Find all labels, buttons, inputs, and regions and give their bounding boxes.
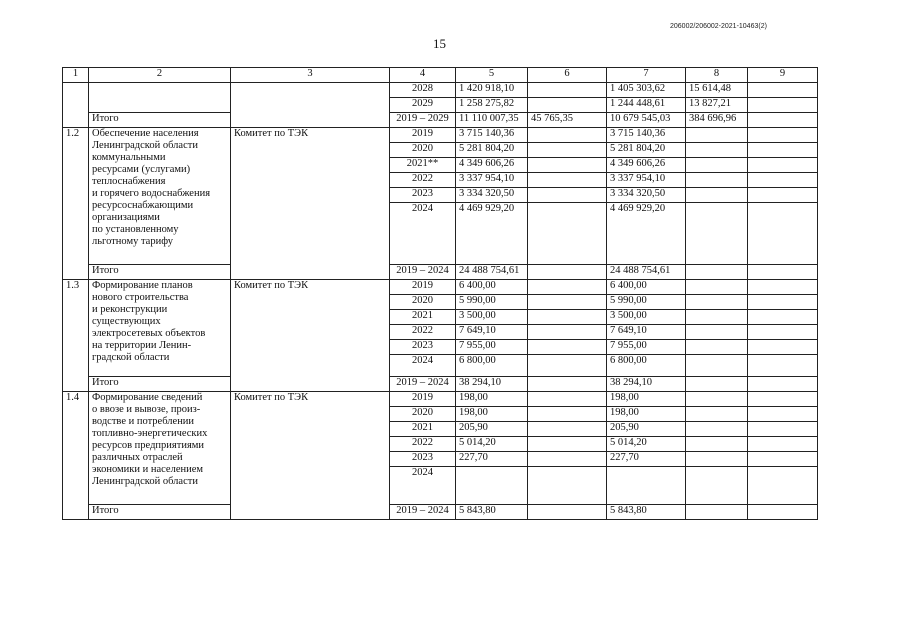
local-amount-cell: [686, 203, 748, 265]
year-cell: 2021: [390, 310, 456, 325]
total-amount-cell: [456, 467, 528, 505]
other-amount-cell: [748, 128, 818, 143]
year-cell: 2024: [390, 467, 456, 505]
total-label: Итого: [89, 505, 231, 520]
document-id: 206002/206002-2021-10463(2): [670, 23, 767, 30]
local-amount-cell: [686, 340, 748, 355]
federal-amount-cell: [528, 340, 607, 355]
year-cell: 2022: [390, 325, 456, 340]
federal-amount-cell: [528, 280, 607, 295]
total-row: [63, 377, 818, 392]
other-amount-cell: [748, 203, 818, 265]
regional-amount-cell: 5 281 804,20: [607, 143, 686, 158]
regional-amount-cell: 3 500,00: [607, 310, 686, 325]
measure-description: Обеспечение населения Ленинградской области коммунальными ресурсами (услугами) теплоснабжения и горячего водоснабжения ресурсоснабжающими организациями по установленному льготному тарифу: [89, 128, 231, 265]
federal-amount-cell: [528, 98, 607, 113]
year-cell: 2019 – 2024: [390, 265, 456, 280]
local-amount-cell: [686, 280, 748, 295]
other-amount-cell: [748, 295, 818, 310]
other-amount-cell: [748, 437, 818, 452]
other-amount-cell: [748, 280, 818, 295]
column-number: 1: [63, 68, 89, 83]
other-amount-cell: [748, 265, 818, 280]
cell-empty: [63, 83, 89, 128]
regional-amount-cell: 7 955,00: [607, 340, 686, 355]
local-amount-cell: [686, 265, 748, 280]
column-number: 9: [748, 68, 818, 83]
total-row: [63, 265, 818, 280]
total-amount-cell: 7 649,10: [456, 325, 528, 340]
federal-amount-cell: 45 765,35: [528, 113, 607, 128]
federal-amount-cell: [528, 325, 607, 340]
local-amount-cell: [686, 452, 748, 467]
local-amount-cell: [686, 143, 748, 158]
total-amount-cell: 227,70: [456, 452, 528, 467]
total-amount-cell: 7 955,00: [456, 340, 528, 355]
total-amount-cell: 5 990,00: [456, 295, 528, 310]
local-amount-cell: [686, 422, 748, 437]
regional-amount-cell: [607, 467, 686, 505]
regional-amount-cell: 3 337 954,10: [607, 173, 686, 188]
total-amount-cell: 6 800,00: [456, 355, 528, 377]
total-amount-cell: 24 488 754,61: [456, 265, 528, 280]
regional-amount-cell: 3 715 140,36: [607, 128, 686, 143]
total-row: [63, 113, 818, 128]
regional-amount-cell: 1 244 448,61: [607, 98, 686, 113]
other-amount-cell: [748, 158, 818, 173]
other-amount-cell: [748, 422, 818, 437]
table-row: [63, 280, 818, 295]
year-cell: 2022: [390, 437, 456, 452]
column-number: 8: [686, 68, 748, 83]
local-amount-cell: 15 614,48: [686, 83, 748, 98]
measure-description: Формирование сведений о ввозе и вывозе, произ- водстве и потреблении топливно-энергетических ресурсов предприятиями различных отраслей экономики и населением Ленинградской области: [89, 392, 231, 505]
local-amount-cell: [686, 158, 748, 173]
year-cell: 2019: [390, 392, 456, 407]
year-cell: 2024: [390, 355, 456, 377]
other-amount-cell: [748, 325, 818, 340]
federal-amount-cell: [528, 143, 607, 158]
local-amount-cell: 384 696,96: [686, 113, 748, 128]
other-amount-cell: [748, 310, 818, 325]
local-amount-cell: [686, 188, 748, 203]
total-label: Итого: [89, 377, 231, 392]
total-label: Итого: [89, 113, 231, 128]
other-amount-cell: [748, 407, 818, 422]
column-number: 4: [390, 68, 456, 83]
total-amount-cell: 4 469 929,20: [456, 203, 528, 265]
local-amount-cell: [686, 310, 748, 325]
other-amount-cell: [748, 188, 818, 203]
regional-amount-cell: 4 469 929,20: [607, 203, 686, 265]
total-amount-cell: 5 281 804,20: [456, 143, 528, 158]
measure-description: Формирование планов нового строительства и реконструкции существующих электросетевых объектов на территории Ленин- градской области: [89, 280, 231, 377]
other-amount-cell: [748, 452, 818, 467]
executor: Комитет по ТЭК: [231, 128, 390, 280]
year-cell: 2024: [390, 203, 456, 265]
year-cell: 2019 – 2029: [390, 113, 456, 128]
federal-amount-cell: [528, 467, 607, 505]
other-amount-cell: [748, 83, 818, 98]
other-amount-cell: [748, 467, 818, 505]
executor: Комитет по ТЭК: [231, 280, 390, 392]
other-amount-cell: [748, 98, 818, 113]
year-cell: 2019 – 2024: [390, 377, 456, 392]
regional-amount-cell: 38 294,10: [607, 377, 686, 392]
regional-amount-cell: 10 679 545,03: [607, 113, 686, 128]
federal-amount-cell: [528, 128, 607, 143]
local-amount-cell: [686, 505, 748, 520]
regional-amount-cell: 4 349 606,26: [607, 158, 686, 173]
year-cell: 2028: [390, 83, 456, 98]
federal-amount-cell: [528, 310, 607, 325]
other-amount-cell: [748, 392, 818, 407]
federal-amount-cell: [528, 188, 607, 203]
regional-amount-cell: 6 400,00: [607, 280, 686, 295]
total-amount-cell: 38 294,10: [456, 377, 528, 392]
regional-amount-cell: 198,00: [607, 392, 686, 407]
regional-amount-cell: 7 649,10: [607, 325, 686, 340]
federal-amount-cell: [528, 437, 607, 452]
local-amount-cell: [686, 173, 748, 188]
total-amount-cell: 3 334 320,50: [456, 188, 528, 203]
local-amount-cell: [686, 325, 748, 340]
column-number: 2: [89, 68, 231, 83]
total-amount-cell: 3 500,00: [456, 310, 528, 325]
federal-amount-cell: [528, 407, 607, 422]
item-number: 1.4: [63, 392, 89, 520]
year-cell: 2020: [390, 143, 456, 158]
federal-amount-cell: [528, 295, 607, 310]
local-amount-cell: [686, 392, 748, 407]
regional-amount-cell: 1 405 303,62: [607, 83, 686, 98]
year-cell: 2020: [390, 407, 456, 422]
local-amount-cell: [686, 355, 748, 377]
other-amount-cell: [748, 355, 818, 377]
total-row: [63, 505, 818, 520]
regional-amount-cell: 198,00: [607, 407, 686, 422]
year-cell: 2023: [390, 452, 456, 467]
local-amount-cell: [686, 467, 748, 505]
other-amount-cell: [748, 505, 818, 520]
column-number: 7: [607, 68, 686, 83]
year-cell: 2019: [390, 128, 456, 143]
federal-amount-cell: [528, 265, 607, 280]
column-number: 5: [456, 68, 528, 83]
total-amount-cell: 3 715 140,36: [456, 128, 528, 143]
year-cell: 2023: [390, 340, 456, 355]
item-number: 1.2: [63, 128, 89, 280]
total-amount-cell: 11 110 007,35: [456, 113, 528, 128]
year-cell: 2019: [390, 280, 456, 295]
total-amount-cell: 198,00: [456, 407, 528, 422]
table-row: [63, 83, 818, 98]
page-number: 15: [433, 36, 446, 51]
total-amount-cell: 205,90: [456, 422, 528, 437]
federal-amount-cell: [528, 392, 607, 407]
federal-amount-cell: [528, 173, 607, 188]
total-amount-cell: 5 014,20: [456, 437, 528, 452]
cell-empty: [231, 83, 390, 128]
total-amount-cell: 4 349 606,26: [456, 158, 528, 173]
federal-amount-cell: [528, 377, 607, 392]
total-label: Итого: [89, 265, 231, 280]
header-row: [63, 68, 818, 83]
other-amount-cell: [748, 143, 818, 158]
federal-amount-cell: [528, 452, 607, 467]
regional-amount-cell: 205,90: [607, 422, 686, 437]
regional-amount-cell: 5 014,20: [607, 437, 686, 452]
table-row: [63, 128, 818, 143]
federal-amount-cell: [528, 505, 607, 520]
other-amount-cell: [748, 113, 818, 128]
federal-amount-cell: [528, 203, 607, 265]
column-number: 3: [231, 68, 390, 83]
federal-amount-cell: [528, 83, 607, 98]
total-amount-cell: 3 337 954,10: [456, 173, 528, 188]
other-amount-cell: [748, 377, 818, 392]
total-amount-cell: 198,00: [456, 392, 528, 407]
item-number: 1.3: [63, 280, 89, 392]
year-cell: 2019 – 2024: [390, 505, 456, 520]
other-amount-cell: [748, 173, 818, 188]
table-row: [63, 392, 818, 407]
federal-amount-cell: [528, 355, 607, 377]
federal-amount-cell: [528, 422, 607, 437]
year-cell: 2029: [390, 98, 456, 113]
local-amount-cell: 13 827,21: [686, 98, 748, 113]
local-amount-cell: [686, 295, 748, 310]
local-amount-cell: [686, 407, 748, 422]
budget-table: [62, 67, 818, 520]
year-cell: 2022: [390, 173, 456, 188]
regional-amount-cell: 24 488 754,61: [607, 265, 686, 280]
regional-amount-cell: 6 800,00: [607, 355, 686, 377]
column-number: 6: [528, 68, 607, 83]
executor: Комитет по ТЭК: [231, 392, 390, 520]
local-amount-cell: [686, 377, 748, 392]
federal-amount-cell: [528, 158, 607, 173]
total-amount-cell: 1 420 918,10: [456, 83, 528, 98]
total-amount-cell: 6 400,00: [456, 280, 528, 295]
total-amount-cell: 5 843,80: [456, 505, 528, 520]
other-amount-cell: [748, 340, 818, 355]
local-amount-cell: [686, 128, 748, 143]
total-amount-cell: 1 258 275,82: [456, 98, 528, 113]
year-cell: 2020: [390, 295, 456, 310]
regional-amount-cell: 227,70: [607, 452, 686, 467]
regional-amount-cell: 3 334 320,50: [607, 188, 686, 203]
year-cell: 2023: [390, 188, 456, 203]
local-amount-cell: [686, 437, 748, 452]
regional-amount-cell: 5 990,00: [607, 295, 686, 310]
cell-empty: [89, 83, 231, 113]
year-cell: 2021**: [390, 158, 456, 173]
year-cell: 2021: [390, 422, 456, 437]
regional-amount-cell: 5 843,80: [607, 505, 686, 520]
